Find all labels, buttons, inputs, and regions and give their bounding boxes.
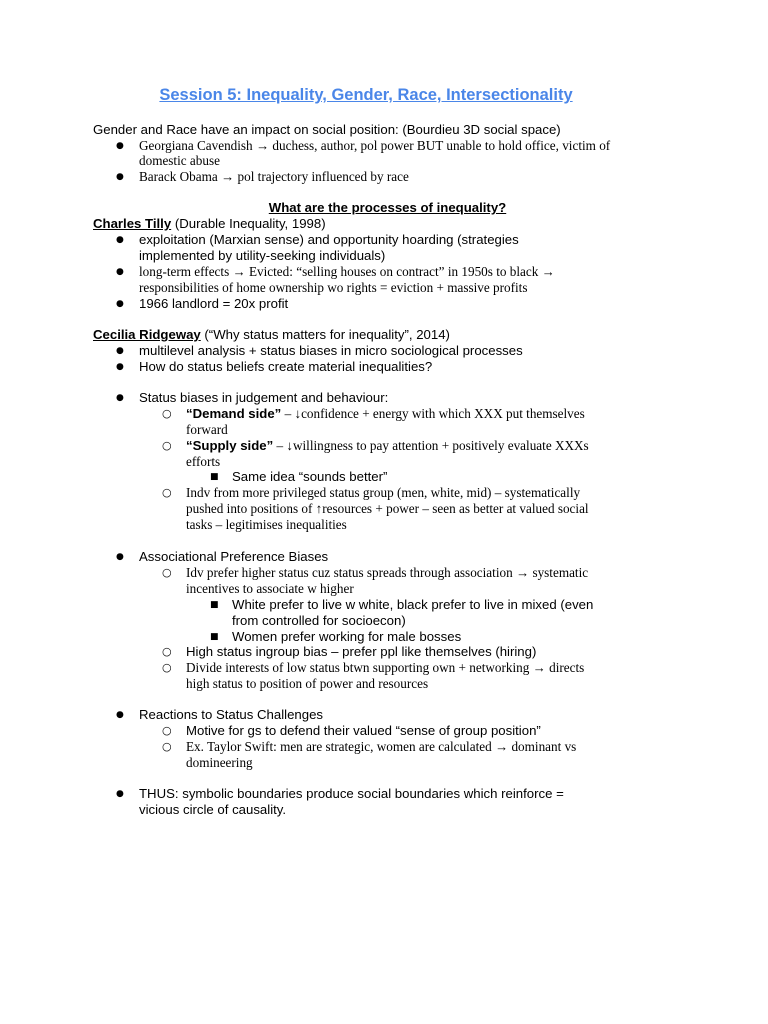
- bullet-icon: ●: [116, 393, 124, 403]
- author-ridgeway: [93, 327, 450, 343]
- list-item-continuation: responsibilities of home ownership wo rights = eviction + massive profits: [139, 280, 528, 295]
- circle-bullet-icon: ○: [162, 724, 172, 737]
- list-item-continuation: efforts: [186, 454, 221, 469]
- list-item-continuation: incentives to associate w higher: [186, 581, 354, 596]
- list-item: exploitation (Marxian sense) and opportunity hoarding (strategies: [139, 232, 519, 247]
- circle-bullet-icon: ○: [162, 407, 172, 420]
- circle-bullet-icon: ○: [162, 645, 172, 658]
- list-item-continuation: from controlled for socioecon): [232, 613, 406, 628]
- circle-bullet-icon: ○: [162, 661, 172, 674]
- list-item-continuation: implemented by utility-seeking individuals): [139, 248, 386, 263]
- intro-text: Gender and Race have an impact on social position: (Bourdieu 3D social space): [93, 122, 561, 137]
- circle-bullet-icon: ○: [162, 740, 172, 753]
- list-item-continuation: forward: [186, 422, 228, 437]
- circle-bullet-icon: ○: [162, 486, 172, 499]
- list-item: Indv from more privileged status group (men, white, mid) – systematically: [186, 485, 581, 500]
- author-name: Charles Tilly: [93, 216, 172, 231]
- author-ref: (“Why status matters for inequality”, 2014): [200, 327, 450, 342]
- square-bullet-icon: ■: [210, 632, 219, 642]
- list-item: 1966 landlord = 20x profit: [139, 296, 289, 311]
- square-bullet-icon: ■: [210, 472, 219, 482]
- list-item: How do status beliefs create material inequalities?: [139, 359, 433, 374]
- demand-side-desc: – ↓confidence + energy with which XXX put themselves: [281, 406, 585, 421]
- page-title: Session 5: Inequality, Gender, Race, Intersectionality: [159, 86, 573, 104]
- list-item-continuation: tasks – legitimises inequalities: [186, 517, 347, 532]
- bullet-icon: ●: [116, 235, 124, 245]
- list-item: Associational Preference Biases: [139, 549, 329, 564]
- list-item: Same idea “sounds better”: [232, 469, 388, 484]
- bullet-icon: ●: [116, 346, 124, 356]
- list-item-continuation: domestic abuse: [139, 153, 220, 168]
- list-item: [186, 438, 589, 454]
- list-item-continuation: pushed into positions of ↑resources + power – seen as better at valued social: [186, 501, 589, 516]
- list-item-continuation: domineering: [186, 755, 253, 770]
- list-item-continuation: high status to position of power and resources: [186, 676, 429, 691]
- square-bullet-icon: ■: [210, 600, 219, 610]
- list-item: Divide interests of low status btwn supporting own + networking → directs: [186, 660, 585, 675]
- bullet-icon: ●: [116, 362, 124, 372]
- list-item: Georgiana Cavendish → duchess, author, pol power BUT unable to hold office, victim of: [139, 138, 611, 153]
- author-name: Cecilia Ridgeway: [93, 327, 201, 342]
- list-item: [186, 406, 585, 422]
- list-item: Motive for gs to defend their valued “sense of group position”: [186, 723, 541, 738]
- list-item: White prefer to live w white, black prefer to live in mixed (even: [232, 597, 594, 612]
- author-tilly: [93, 216, 326, 232]
- bullet-icon: ●: [116, 172, 124, 182]
- list-item: THUS: symbolic boundaries produce social boundaries which reinforce =: [139, 786, 564, 801]
- bullet-icon: ●: [116, 267, 124, 277]
- demand-side-term: “Demand side”: [186, 406, 282, 421]
- circle-bullet-icon: ○: [162, 566, 172, 579]
- supply-side-desc: – ↓willingness to pay attention + positively evaluate XXXs: [273, 438, 589, 453]
- section-heading: What are the processes of inequality?: [268, 200, 507, 215]
- list-item: Barack Obama → pol trajectory influenced by race: [139, 169, 409, 184]
- bullet-icon: ●: [116, 789, 124, 799]
- list-item: Reactions to Status Challenges: [139, 707, 324, 722]
- list-item: long-term effects → Evicted: “selling houses on contract” in 1950s to black →: [139, 264, 555, 279]
- list-item: multilevel analysis + status biases in micro sociological processes: [139, 343, 523, 358]
- author-ref: (Durable Inequality, 1998): [171, 216, 326, 231]
- bullet-icon: ●: [116, 299, 124, 309]
- supply-side-term: “Supply side”: [186, 438, 274, 453]
- circle-bullet-icon: ○: [162, 439, 172, 452]
- list-item-continuation: vicious circle of causality.: [139, 802, 287, 817]
- list-item: Status biases in judgement and behaviour:: [139, 390, 389, 405]
- bullet-icon: ●: [116, 141, 124, 151]
- list-item: Women prefer working for male bosses: [232, 629, 462, 644]
- list-item: High status ingroup bias – prefer ppl like themselves (hiring): [186, 644, 537, 659]
- bullet-icon: ●: [116, 710, 124, 720]
- list-item: Idv prefer higher status cuz status spreads through association → systematic: [186, 565, 589, 580]
- bullet-icon: ●: [116, 552, 124, 562]
- list-item: Ex. Taylor Swift: men are strategic, women are calculated → dominant vs: [186, 739, 577, 754]
